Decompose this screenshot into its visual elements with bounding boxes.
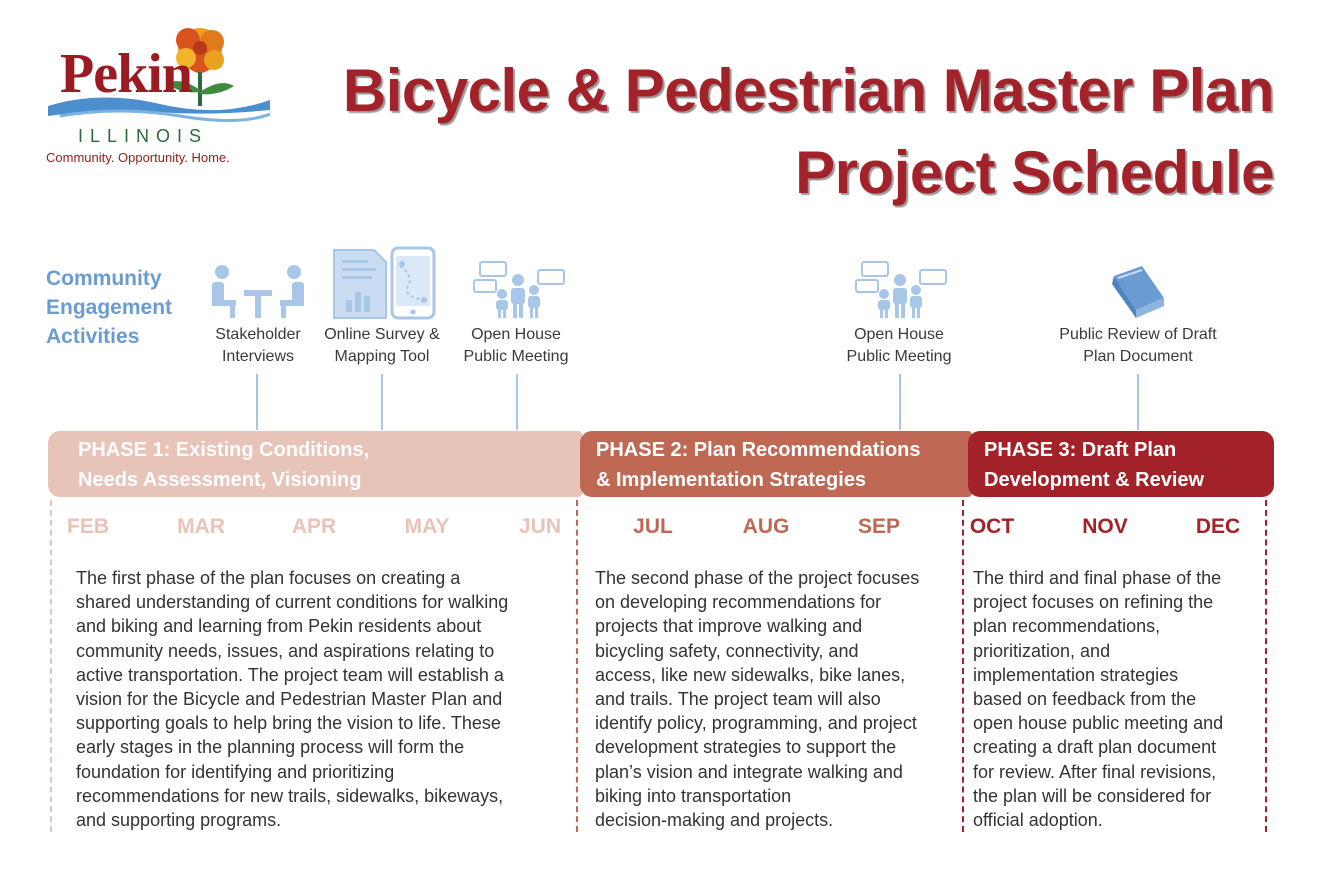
phase-title: PHASE 1: Existing Conditions, [78,439,370,461]
engagement-label-line: Engagement [46,296,173,319]
description-line: plan’s vision and integrate walking and [595,761,903,782]
month-label: JUN [518,515,561,538]
month-label: MAY [404,515,450,538]
description-line: prioritization, and [973,640,1111,661]
description-line: the plan will be considered for [973,785,1212,806]
phase-1-description [76,566,571,832]
month-label: DEC [1195,515,1241,538]
phase-3-bar [968,431,1274,497]
logo-wordmark: Pekin [60,43,192,105]
timeline-divider [962,500,964,832]
description-line: creating a draft plan document [973,737,1217,758]
description-line: open house public meeting and [973,713,1224,734]
description-line: bicycling safety, connectivity, and [595,640,859,661]
description-line: The second phase of the project focuses [595,568,920,588]
description-line: based on feedback from the [973,689,1197,710]
activity-label: Interviews [221,348,295,365]
description-line: The first phase of the plan focuses on creating a [76,568,461,588]
activity-label: Open House [471,326,561,343]
engagement-label-line: Activities [46,325,140,348]
description-line: decision-making and projects. [595,810,834,831]
phase-title: & Implementation Strategies [596,469,867,491]
logo-tagline: Community. Opportunity. Home. [46,150,230,165]
phase-title: PHASE 3: Draft Plan [984,439,1177,461]
month-label: AUG [742,515,790,538]
interview-icon [208,262,308,320]
description-line: and biking and learning from Pekin residents about [76,616,482,637]
activity-open-house-1 [446,324,586,368]
description-line: shared understanding of current conditions for walking [76,592,509,613]
activity-public-review [1038,324,1238,368]
activity-stakeholder-interviews [188,324,328,368]
phase-title: Development & Review [984,469,1205,491]
description-line: recommendations for new trails, sidewalks, bikeways, [76,785,504,806]
description-line: foundation for identifying and prioritizing [76,761,395,782]
description-line: implementation strategies [973,664,1179,685]
activity-label: Public Meeting [846,348,952,365]
description-line: community needs, issues, and aspirations relating to [76,640,495,661]
connector-line [1137,374,1139,430]
connector-line [381,374,383,430]
phase-3-description [973,566,1263,832]
timeline-divider [50,500,52,832]
month-label: SEP [857,515,901,538]
description-line: access, like new sidewalks, bike lanes, [595,664,906,685]
description-line: identify policy, programming, and project [595,713,917,734]
engagement-label-line: Community [46,267,162,290]
description-line: project focuses on refining the [973,592,1214,613]
phase-title: Needs Assessment, Visioning [78,469,362,491]
activity-online-survey [312,324,452,368]
description-line: supporting goals to help bring the vision to life. These [76,713,501,734]
month-label: MAR [177,515,225,538]
activity-label: Public Review of Draft [1059,326,1217,343]
connector-line [516,374,518,430]
description-line: official adoption. [973,810,1103,831]
activity-label: Mapping Tool [334,348,430,365]
timeline-divider [576,500,578,832]
connector-line [256,374,258,430]
description-line: development strategies to support the [595,737,897,758]
page-subtitle: Project Schedule [795,139,1274,206]
activity-label: Public Meeting [463,348,569,365]
logo-state: ILLINOIS [78,126,209,146]
month-label: JUL [633,515,673,538]
engagement-label [46,264,172,351]
description-line: vision for the Bicycle and Pedestrian Master Plan and [76,689,503,710]
month-label: APR [291,515,337,538]
description-line: projects that improve walking and [595,616,863,637]
activity-label: Online Survey & [324,326,440,343]
month-label: NOV [1082,515,1128,538]
description-line: and supporting programs. [76,810,282,831]
meeting-icon [854,258,950,320]
phase-title: PHASE 2: Plan Recommendations [596,439,921,461]
meeting-icon [472,258,568,320]
month-label: OCT [969,515,1015,538]
description-line: biking into transportation [595,785,792,806]
description-line: plan recommendations, [973,616,1161,637]
description-line: and trails. The project team will also [595,689,881,710]
description-line: early stages in the planning process will form the [76,737,465,758]
pekin-logo [40,20,280,170]
phase-2-description [595,566,960,832]
description-line: active transportation. The project team will establish a [76,664,504,685]
phase-2-bar [580,431,972,497]
activity-label: Stakeholder [215,326,301,343]
activity-label: Plan Document [1083,348,1193,365]
document-icon [1108,262,1168,322]
timeline-divider [1265,500,1267,832]
survey-map-icon [330,246,438,320]
month-label: FEB [67,515,109,538]
phase-1-bar [48,431,582,497]
description-line: for review. After final revisions, [973,761,1217,782]
description-line: The third and final phase of the [973,568,1222,588]
description-line: on developing recommendations for [595,592,882,613]
connector-line [899,374,901,430]
page-title: Bicycle & Pedestrian Master Plan [342,57,1274,124]
activity-open-house-2 [829,324,969,368]
activity-label: Open House [854,326,944,343]
